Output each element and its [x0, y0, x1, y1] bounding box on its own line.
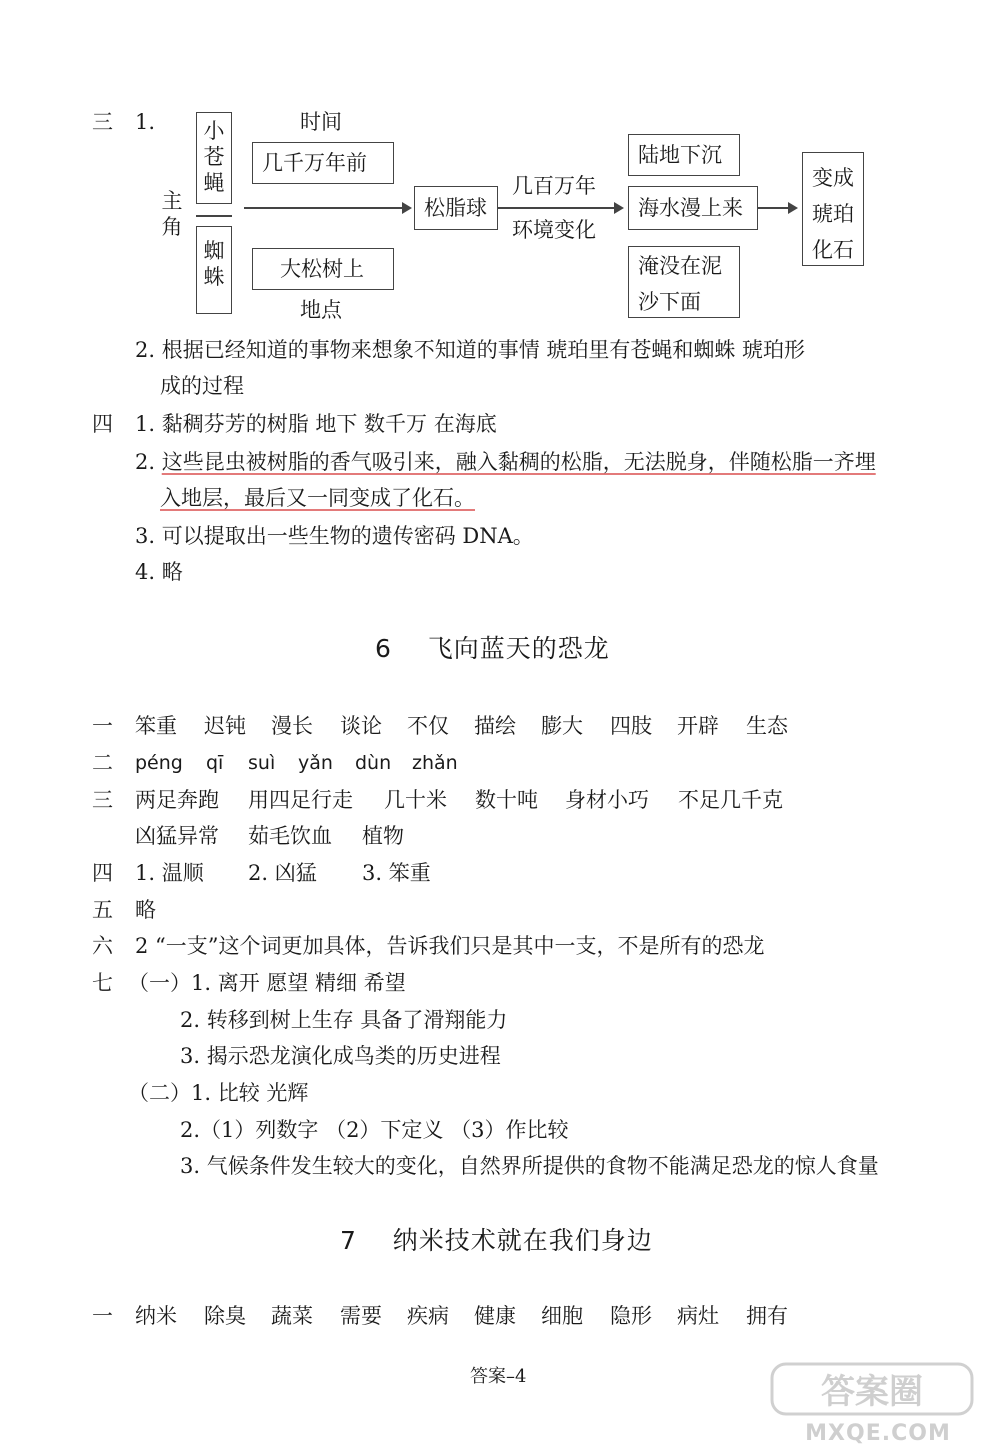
answer-line	[135, 450, 876, 474]
phrase: 凶猛异常	[135, 824, 219, 848]
answer-item: 1. 温顺	[135, 861, 204, 885]
word: 隐形	[610, 1304, 652, 1328]
arrow-line	[498, 207, 616, 209]
protagonist-label: 主角	[161, 189, 183, 239]
pinyin: suì	[248, 752, 276, 774]
question-number: 2.	[135, 450, 162, 474]
answer-line: （一）1. 离开 愿望 精细 希望	[128, 971, 406, 995]
pinyin: dùn	[355, 752, 392, 774]
spider-label: 蜘蛛	[203, 239, 225, 289]
divider	[196, 215, 232, 217]
answer-line: 3. 可以提取出一些生物的遗传密码 DNA。	[135, 524, 534, 548]
word: 蔬菜	[271, 1304, 313, 1328]
arrow-line	[758, 207, 790, 209]
underlined-answer: 入地层，最后又一同变成了化石。	[160, 486, 475, 510]
word: 生态	[746, 714, 788, 738]
phrase: 不足几千克	[678, 788, 783, 812]
place-value: 大松树上	[280, 257, 364, 281]
lesson-name: 飞向蓝天的恐龙	[427, 634, 610, 663]
word: 拥有	[746, 1304, 788, 1328]
answer-item: 2. 凶猛	[248, 861, 317, 885]
pinyin: yǎn	[298, 752, 333, 774]
answer-line: 3. 揭示恐龙演化成鸟类的历史进程	[180, 1044, 501, 1068]
watermark-text: 答案圈	[821, 1372, 923, 1412]
watermark-graphic	[768, 1360, 988, 1446]
word: 病灶	[677, 1304, 719, 1328]
word: 膨大	[541, 714, 583, 738]
word: 不仅	[407, 714, 449, 738]
section-number: 七	[92, 971, 113, 995]
word: 谈论	[340, 714, 382, 738]
word: 疾病	[407, 1304, 449, 1328]
phrase: 数十吨	[475, 788, 538, 812]
pinyin: zhǎn	[412, 752, 458, 774]
change-env: 环境变化	[512, 218, 596, 242]
section-number: 一	[92, 1304, 113, 1328]
answer-line: 2. 根据已经知道的事物来想象不知道的事情 琥珀里有苍蝇和蜘蛛 琥珀形	[135, 338, 806, 362]
word: 漫长	[271, 714, 313, 738]
pine-ball-label: 松脂球	[424, 196, 487, 220]
section-number: 一	[92, 714, 113, 738]
section-number: 三	[92, 110, 113, 134]
word: 描绘	[474, 714, 516, 738]
section-number: 四	[92, 412, 113, 436]
arrow-head	[402, 202, 412, 214]
phrase: 植物	[362, 824, 404, 848]
answer-line: 1. 黏稠芬芳的树脂 地下 数千万 在海底	[135, 412, 497, 436]
land-sink-label: 陆地下沉	[638, 143, 722, 167]
answer-line: 4. 略	[135, 560, 183, 584]
pinyin: péng	[135, 752, 183, 774]
phrase: 身材小巧	[565, 788, 649, 812]
bury-label-1: 淹没在泥	[638, 254, 722, 278]
result-label: 变成琥珀化石	[812, 166, 854, 262]
answer-line: 2. 转移到树上生存 具备了滑翔能力	[180, 1008, 508, 1032]
section-number: 五	[92, 898, 113, 922]
arrow-head	[614, 202, 624, 214]
word: 笨重	[135, 714, 177, 738]
lesson-name: 纳米技术就在我们身边	[392, 1226, 653, 1255]
fly-label: 小苍蝇	[203, 119, 225, 195]
time-label: 时间	[300, 110, 342, 134]
word: 除臭	[204, 1304, 246, 1328]
word: 健康	[474, 1304, 516, 1328]
arrow-line	[244, 207, 404, 209]
section-number: 三	[92, 788, 113, 812]
sea-label: 海水漫上来	[638, 196, 743, 220]
lesson-number: 6	[375, 634, 392, 663]
word: 四肢	[610, 714, 652, 738]
question-number: 1.	[135, 110, 156, 134]
arrow-head	[788, 202, 798, 214]
underlined-answer: 这些昆虫被树脂的香气吸引来，融入黏稠的松脂，无法脱身，伴随松脂一齐埋	[161, 450, 876, 474]
answer-line: （二）1. 比较 光辉	[128, 1081, 309, 1105]
lesson-title	[340, 1226, 653, 1256]
page-footer: 答案–4	[470, 1366, 527, 1387]
word: 细胞	[541, 1304, 583, 1328]
lesson-number: 7	[340, 1226, 357, 1255]
phrase: 几十米	[384, 788, 447, 812]
phrase: 茹毛饮血	[248, 824, 332, 848]
pinyin: qī	[206, 752, 224, 774]
word: 迟钝	[204, 714, 246, 738]
section-number: 二	[92, 751, 113, 775]
answer-line: 略	[135, 898, 156, 922]
watermark-logo	[768, 1360, 988, 1446]
answer-line: 3. 气候条件发生较大的变化，自然界所提供的食物不能满足恐龙的惊人食量	[180, 1154, 879, 1178]
answer-line: 2.（1）列数字 （2）下定义 （3）作比较	[180, 1118, 569, 1142]
place-label: 地点	[300, 298, 342, 322]
change-time: 几百万年	[512, 174, 596, 198]
word: 纳米	[135, 1304, 177, 1328]
word: 开辟	[677, 714, 719, 738]
lesson-title	[375, 634, 610, 664]
bury-label-2: 沙下面	[638, 290, 701, 314]
word: 需要	[340, 1304, 382, 1328]
answer-line: 2 “一支”这个词更加具体，告诉我们只是其中一支，不是所有的恐龙	[135, 934, 765, 958]
answer-line: 成的过程	[160, 374, 244, 398]
phrase: 两足奔跑	[135, 788, 219, 812]
answer-item: 3. 笨重	[362, 861, 431, 885]
time-value: 几千万年前	[262, 151, 367, 175]
phrase: 用四足行走	[248, 788, 353, 812]
section-number: 六	[92, 934, 113, 958]
section-number: 四	[92, 861, 113, 885]
watermark-url: MXQE.COM	[805, 1421, 951, 1446]
